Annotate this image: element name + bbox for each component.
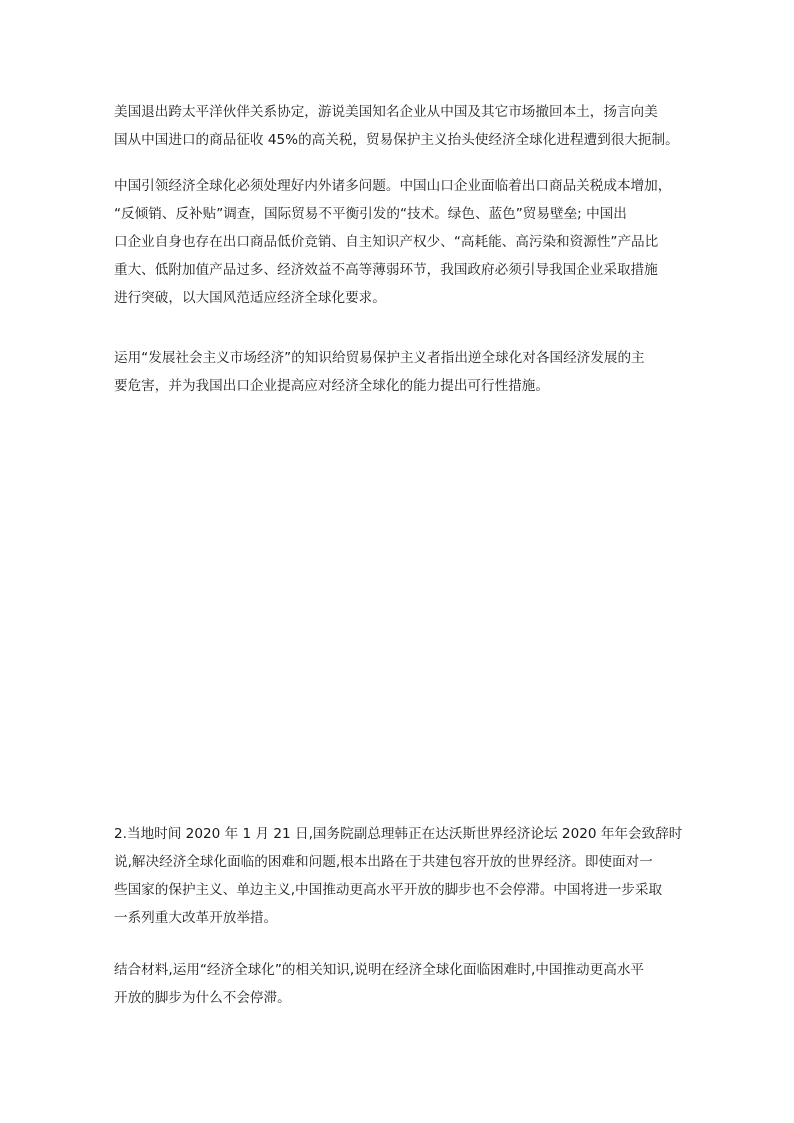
text-line: 美国退出跨太平洋伙伴关系协定，游说美国知名企业从中国及其它市场撤回本土，扬言向美 [114, 104, 658, 120]
text-line: 重大、低附加值产品过多、经济效益不高等薄弱环节，我国政府必须引导我国企业采取措施 [114, 262, 658, 278]
text-line: 一系列重大改革开放举措。 [114, 910, 278, 926]
text-line: 中国引领经济全球化必须处理好内外诸多问题。中国山口企业面临着出口商品关税成本增加， [114, 178, 672, 194]
text-line: “反倾销、反补贴”调查，国际贸易不平衡引发的“技术。绿色、蓝色”贸易壁垒; 中国出 [114, 206, 627, 222]
material-paragraph-us-protectionism [114, 98, 694, 154]
text-line: 运用“发展社会主义市场经济”的知识给贸易保护主义者指出逆全球化对各国经济发展的主 [114, 350, 645, 366]
question-1-prompt [114, 344, 694, 400]
question-2-prompt [114, 956, 694, 1012]
text-line: 结合材料,运用“经济全球化”的相关知识,说明在经济全球化面临困难时,中国推动更高水平 [114, 962, 645, 978]
material-paragraph-china-challenges [114, 172, 694, 312]
text-line: 口企业自身也存在出口商品低价竞销、自主知识产权少、“高耗能、高污染和资源性”产品比 [114, 234, 659, 250]
text-line: 要危害，并为我国出口企业提高应对经济全球化的能力提出可行性措施。 [114, 378, 549, 394]
text-line: 2.当地时间 2020 年 1 月 21 日,国务院副总理韩正在达沃斯世界经济论坛 2020 年年会致辞时 [114, 826, 683, 842]
text-line: 开放的脚步为什么不会停滞。 [114, 990, 291, 1006]
text-line: 国从中国进口的商品征收 45%的高关税，贸易保护主义抬头使经济全球化进程遭到很大扼制。 [114, 132, 679, 148]
question-2-material [114, 820, 694, 932]
text-line: 进行突破，以大国风范适应经济全球化要求。 [114, 290, 386, 306]
text-line: 些国家的保护主义、单边主义,中国推动更高水平开放的脚步也不会停滞。中国将进一步采取 [114, 882, 663, 898]
text-line: 说,解决经济全球化面临的困难和问题,根本出路在于共建包容开放的世界经济。即使面对一 [114, 854, 653, 870]
